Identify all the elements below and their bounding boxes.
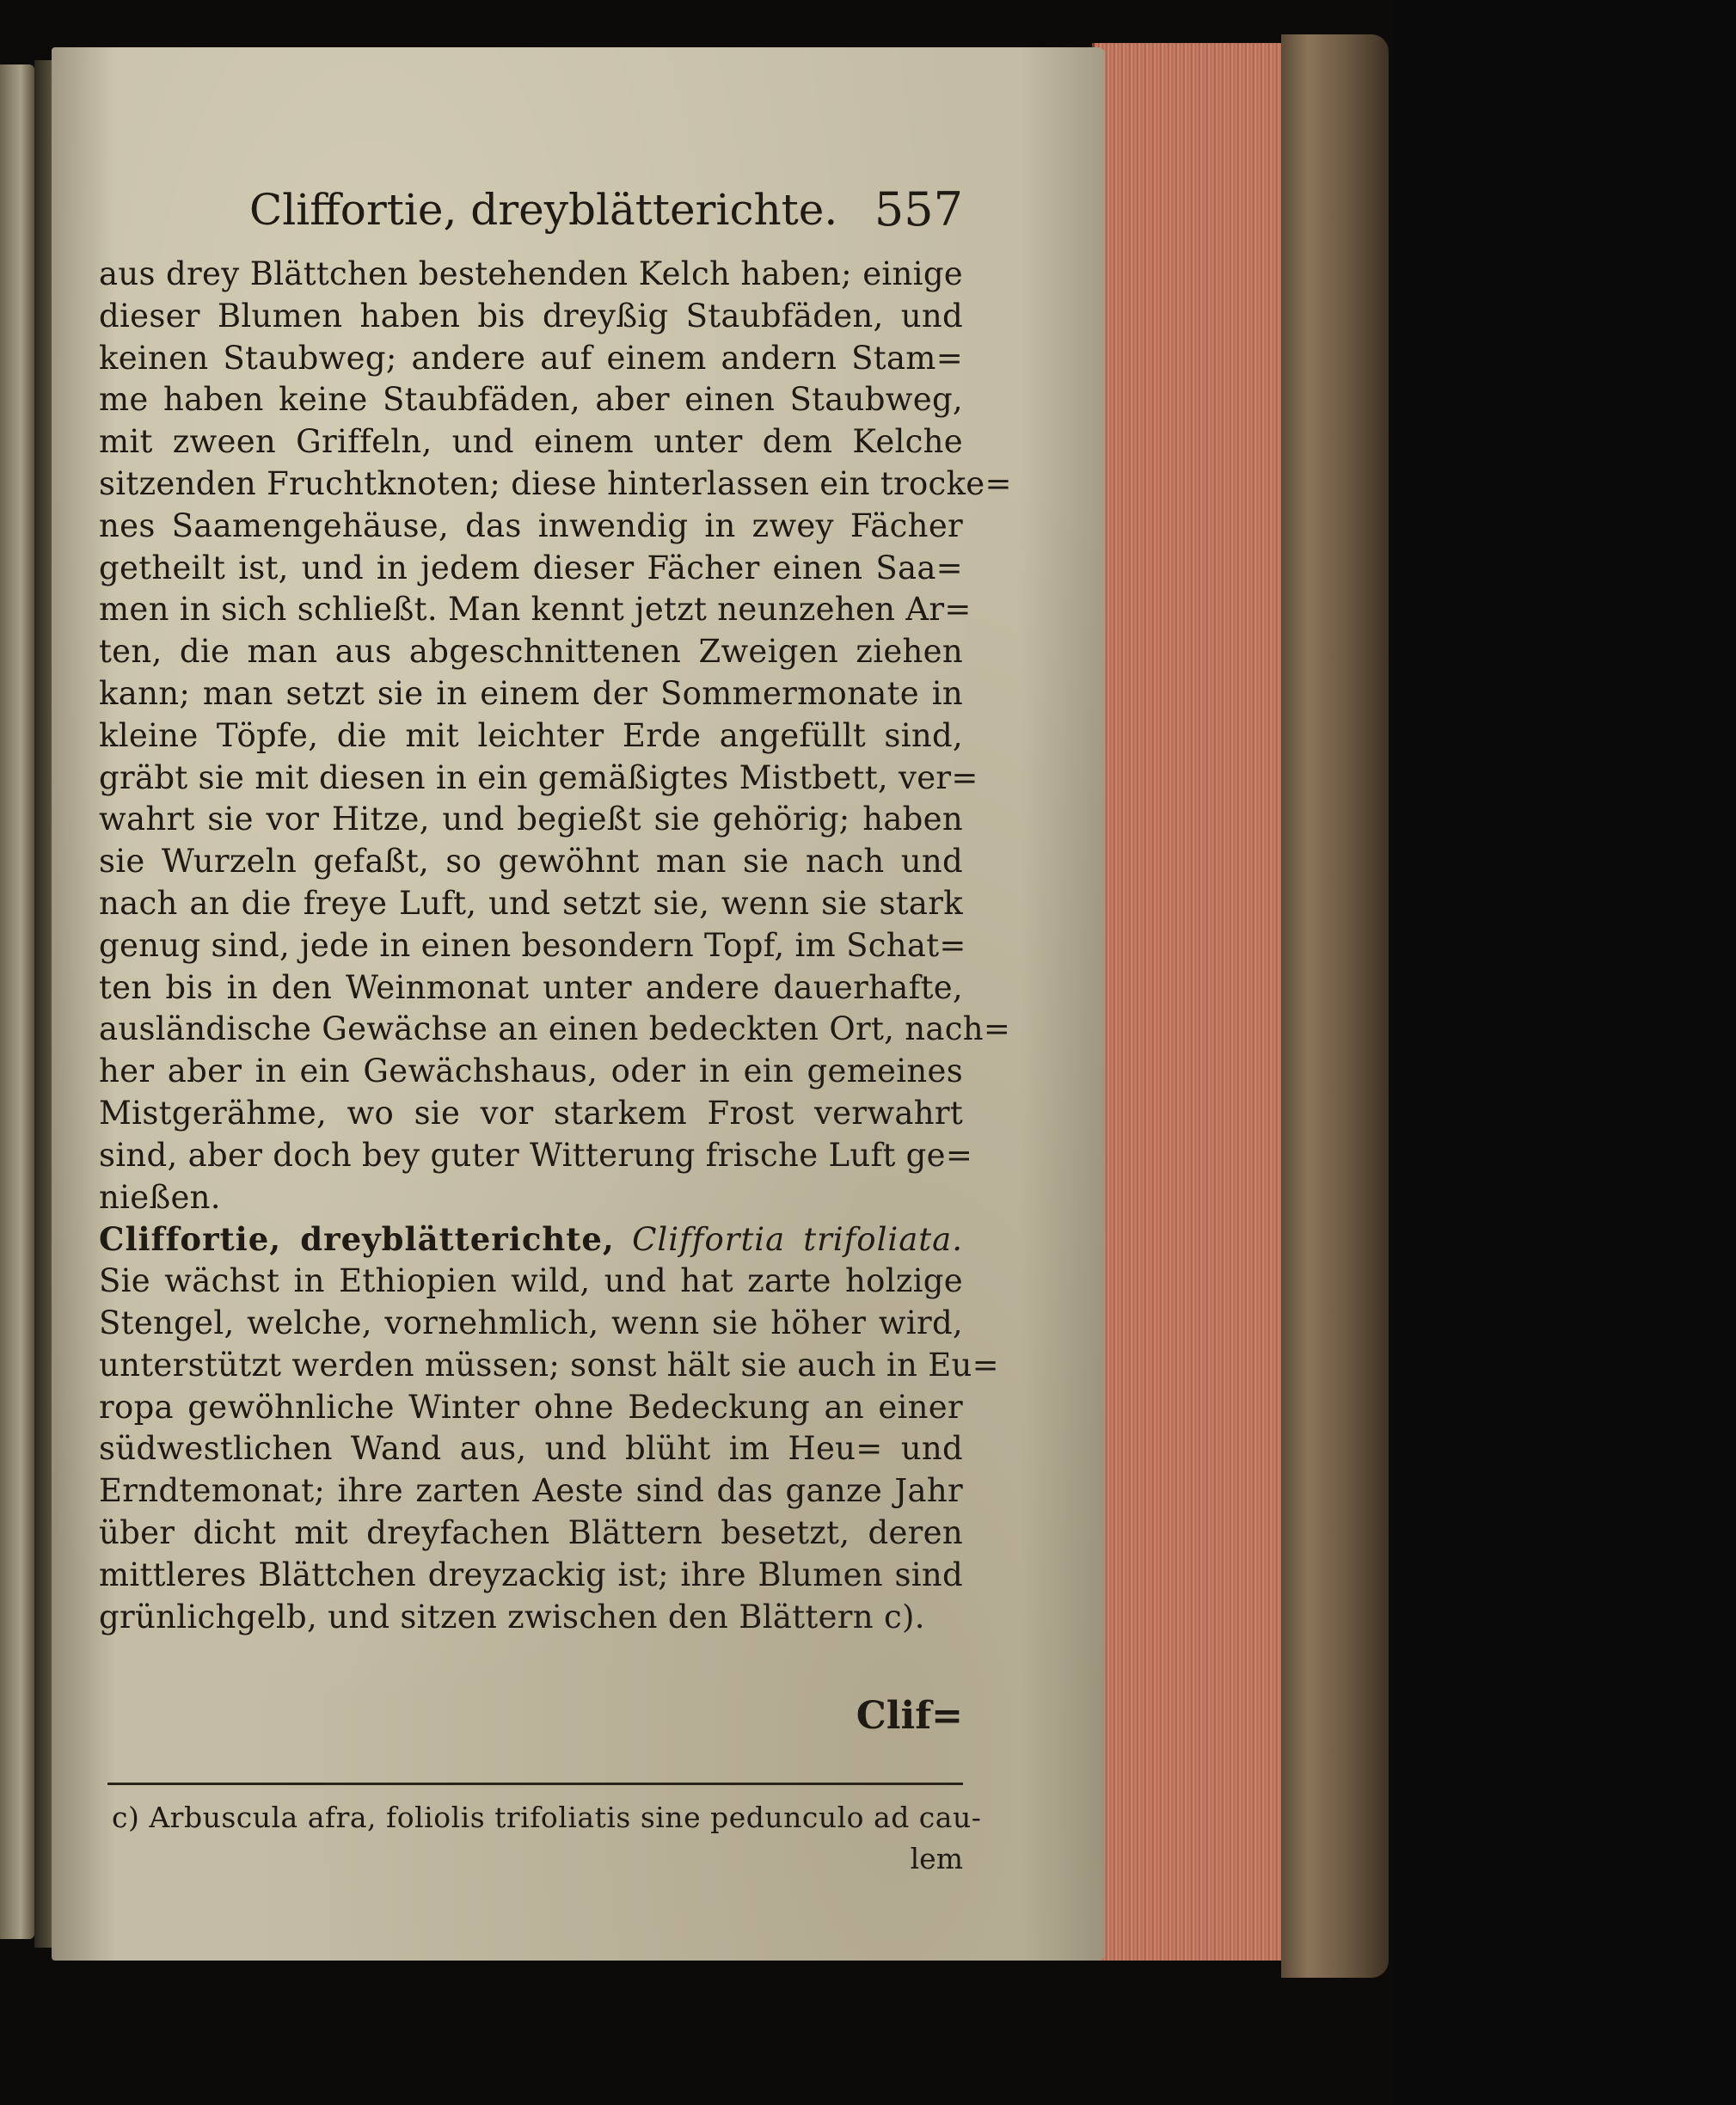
text-line: Mistgerähme, wo sie vor starkem Frost verwahrt [99,1094,963,1132]
facing-page-edge [0,64,34,1939]
text-line: unterstützt werden müssen; sonst hält sie auch in Eu= [99,1346,999,1384]
entry-heading: Cliffortie, dreyblätterichte, [99,1220,615,1259]
text-line: me haben keine Staubfäden, aber einen Staubweg, [99,381,963,419]
header-title: Cliffortie, dreyblätterichte. [249,185,838,235]
text-line: südwestlichen Wand aus, und blüht im Heu= und [99,1430,963,1468]
text-line: dieser Blumen haben bis dreyßig Staubfäden, und [99,297,963,334]
text-line: gräbt sie mit diesen in ein gemäßigtes Mistbett, ver= [99,758,978,796]
text-line: ten, die man aus abgeschnittenen Zweigen ziehen [99,633,963,671]
red-page-edges [1092,43,1301,1961]
text-line: nes Saamengehäuse, das inwendig in zwey Fächer [99,506,963,544]
text-line: kann; man setzt sie in einem der Sommermonate in [99,674,963,712]
text-line: ropa gewöhnliche Winter ohne Bedeckung an einer [99,1388,963,1426]
text-line: Stengel, welche, vornehmlich, wenn sie höher wird, [99,1304,963,1341]
footnote-line: lem [910,1842,963,1875]
text-line: nießen. [99,1178,221,1216]
text-line: sie Wurzeln gefaßt, so gewöhnt man sie nach und [99,843,963,881]
catchword-area [99,0,1012,2105]
text-line: keinen Staubweg; andere auf einem andern Stam= [99,339,963,377]
catchword: Clif= [856,1694,963,1738]
page-number: 557 [874,182,963,236]
background-margin [1393,0,1736,2105]
text-line: ausländische Gewächse an einen bedeckten Ort, nach= [99,1010,1011,1048]
text-line: Sie wächst in Ethiopien wild, und hat zarte holzige [99,1262,963,1300]
text-line: her aber in ein Gewächshaus, oder in ein gemeines [99,1052,963,1090]
text-line: getheilt ist, und in jedem dieser Fächer einen Saa= [99,549,963,586]
footnote-line: c) Arbuscula afra, foliolis trifoliatis sine pedunculo ad cau- [112,1801,982,1834]
text-line: wahrt sie vor Hitze, und begießt sie gehörig; haben [99,801,963,838]
text-line: kleine Töpfe, die mit leichter Erde angefüllt sind, [99,716,963,754]
text-line: men in sich schließt. Man kennt jetzt neunzehen Ar= [99,591,972,629]
text-line: sitzenden Fruchtknoten; diese hinterlassen ein trocke= [99,464,1012,502]
text-line: über dicht mit dreyfachen Blättern besetzt, deren [99,1513,963,1551]
text-line: ten bis in den Weinmonat unter andere dauerhafte, [99,968,963,1006]
latin-name: Cliffortia trifoliata. [632,1221,963,1259]
text-line: grünlichgelb, und sitzen zwischen den Blättern c). [99,1598,925,1636]
text-line: mittleres Blättchen dreyzackig ist; ihre Blumen sind [99,1556,963,1593]
text-line: nach an die freye Luft, und setzt sie, wenn sie stark [99,884,963,922]
footnote-rule [107,1783,963,1785]
text-line: mit zween Griffeln, und einem unter dem Kelche [99,423,963,461]
text-line: Erndtemonat; ihre zarten Aeste sind das ganze Jahr [99,1472,963,1510]
book-cover [1281,34,1389,1978]
text-line: sind, aber doch bey guter Witterung frische Luft ge= [99,1136,973,1174]
footnote [112,1797,982,1880]
text-line: genug sind, jede in einen besondern Topf, im Schat= [99,926,966,964]
text-line: aus drey Blättchen bestehenden Kelch haben; einige [99,255,963,292]
